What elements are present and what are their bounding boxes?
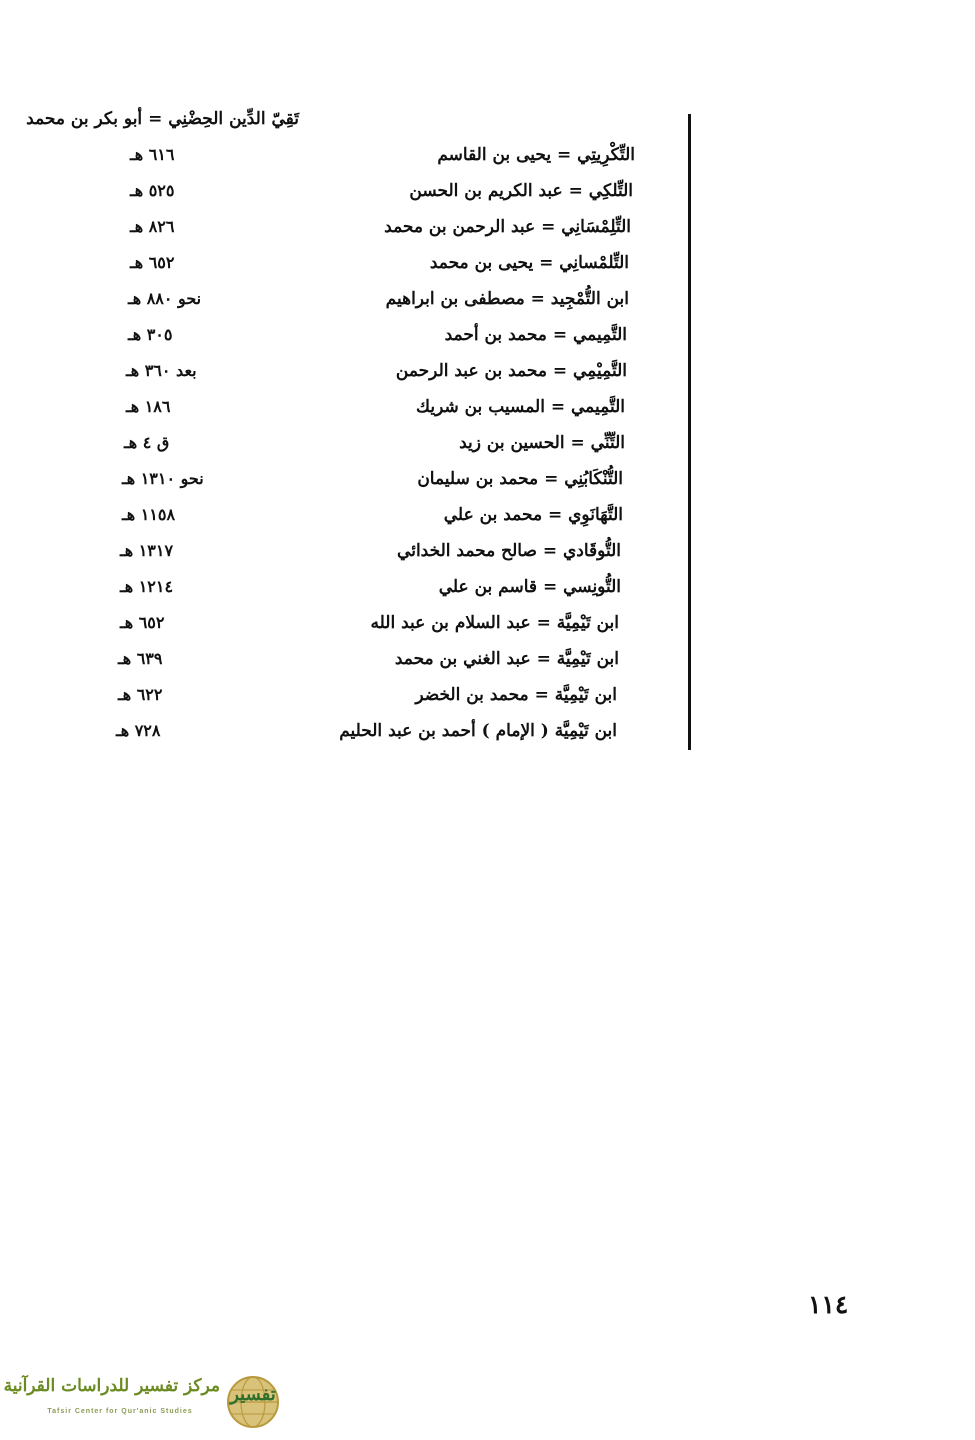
index-entry [0,716,975,752]
entry-date: ق ٤ هـ [124,433,170,452]
index-entry [0,572,975,608]
index-entry [0,320,975,356]
entry-name: ابن تَيْمِيَّة = عبد السلام بن عبد الله [370,613,619,633]
index-entry [0,608,975,644]
entry-date: ١١٥٨ هـ [122,505,176,524]
index-entry [0,140,975,176]
entry-date: بعد ٣٦٠ هـ [126,361,197,380]
entry-date: ١٨٦ هـ [126,397,171,416]
entry-name: ابن تَيْمِيَّة = محمد بن الخضر [415,685,617,705]
entry-name: ابن تَيْمِيَّة ( الإمام ) أحمد بن عبد الحليم [339,721,617,741]
entry-date: نحو ٨٨٠ هـ [128,289,202,308]
index-entry [0,500,975,536]
logo-arabic-text: مركز تفسير للدراسات القرآنية [3,1376,220,1396]
entry-name: التُّنْكَابُنِي = محمد بن سليمان [417,469,623,489]
entry-date: ٧٢٨ هـ [116,721,161,740]
entry-date: ١٢١٤ هـ [120,577,174,596]
index-entries [0,104,975,752]
entry-date: ٥٢٥ هـ [130,181,175,200]
index-entry [0,464,975,500]
entry-date: ٦٥٢ هـ [120,613,165,632]
entry-name: تَقِيّ الدِّين الحِضْنِي = أبو بكر بن محمد [26,109,299,129]
index-entry [0,680,975,716]
entry-name: التِّكْرِيتِي = يحيى بن القاسم [437,145,635,165]
publisher-logo [3,1374,290,1430]
index-entry [0,356,975,392]
index-entry [0,392,975,428]
entry-date: نحو ١٣١٠ هـ [122,469,204,488]
entry-name: التِّلِمْسَانِي = عبد الرحمن بن محمد [384,217,631,237]
index-entry [0,176,975,212]
entry-name: التَّمِيْمِي = محمد بن عبد الرحمن [395,361,627,381]
entry-name: التَّهَانَوِي = محمد بن علي [443,505,623,525]
entry-name: التُّونِسي = قاسم بن علي [438,577,621,597]
entry-date: ٦٢٢ هـ [118,685,163,704]
entry-date: ١٣١٧ هـ [120,541,174,560]
entry-name: التِّنِّي = الحسين بن زيد [459,433,625,453]
index-entry [0,536,975,572]
entry-name: التُّوقَادي = صالح محمد الخدائي [397,541,621,561]
entry-name: التِّلمْسانِي = يحيى بن محمد [429,253,629,273]
index-entry [0,428,975,464]
index-entry [0,644,975,680]
entry-name: التَّمِيمي = المسيب بن شريك [416,397,625,417]
entry-date: ٦٣٩ هـ [118,649,163,668]
page-number: ١١٤ [808,1290,849,1319]
index-entry [0,104,637,140]
entry-name: ابن التُّمْجِيد = مصطفى بن ابراهيم [385,289,629,309]
entry-name: ابن تَيْمِيَّة = عبد الغني بن محمد [394,649,619,669]
index-entry [0,284,975,320]
logo-emblem-text: تفسير [230,1384,276,1405]
entry-date: ٣٠٥ هـ [128,325,173,344]
index-entry [0,212,975,248]
entry-name: التَّمِيمي = محمد بن أحمد [444,325,627,345]
entry-date: ٨٢٦ هـ [130,217,175,236]
entry-name: التِّلكِي = عبد الكريم بن الحسن [409,181,633,201]
entry-date: ٦١٦ هـ [130,145,175,164]
logo-english-text: Tafsir Center for Qur'anic Studies [47,1408,193,1415]
index-entry [0,248,975,284]
entry-date: ٦٥٢ هـ [130,253,175,272]
